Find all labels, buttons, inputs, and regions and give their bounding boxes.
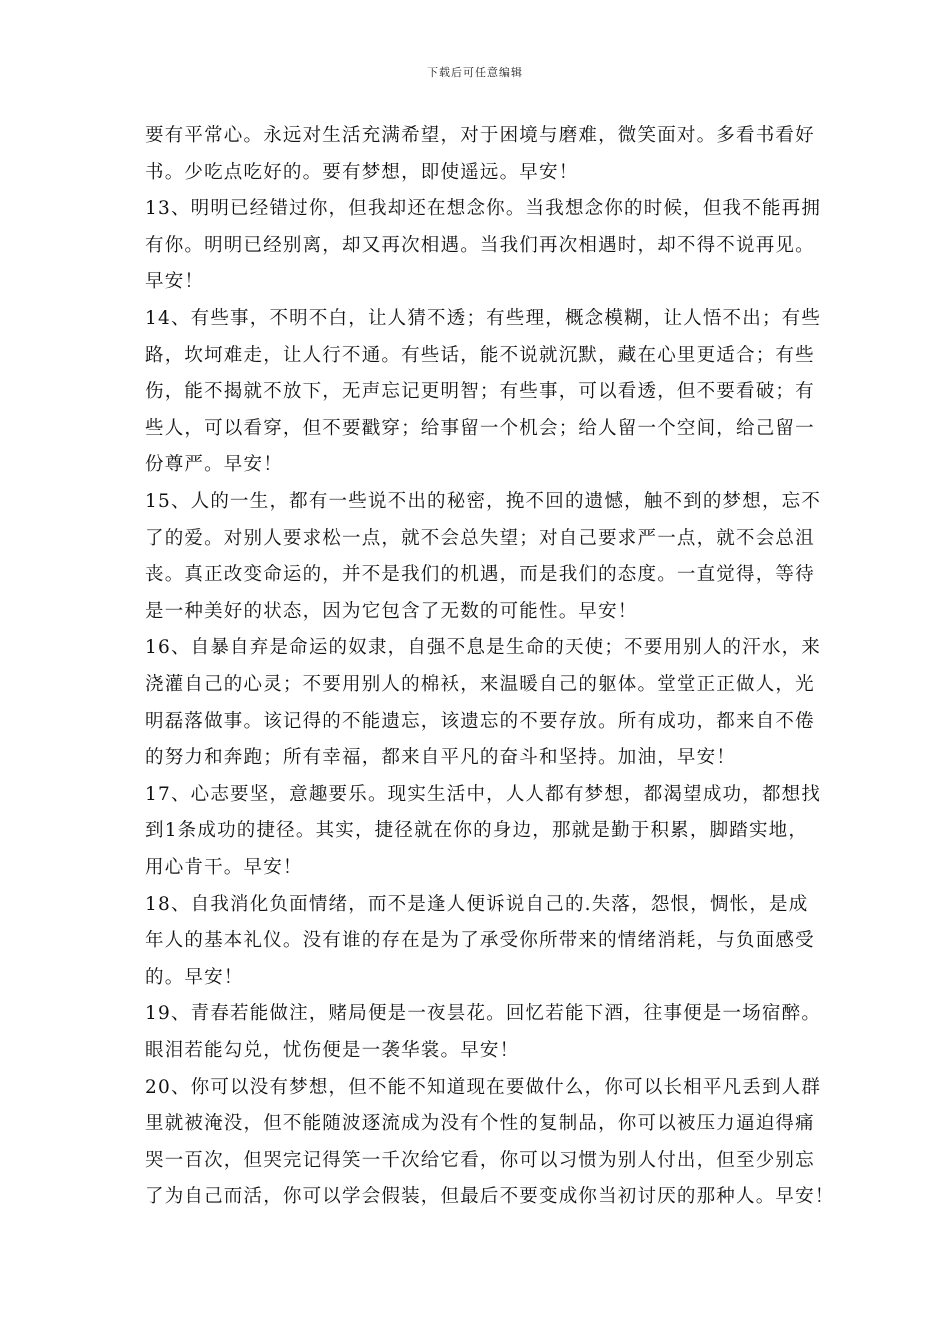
text-line: 些人，可以看穿，但不要戳穿；给事留一个机会；给人留一个空间，给己留一 [145, 417, 815, 439]
text-line: 明磊落做事。该记得的不能遗忘，该遗忘的不要存放。所有成功，都来自不倦 [145, 710, 815, 732]
text-line: 20、你可以没有梦想，但不能不知道现在要做什么，你可以长相平凡丢到人群 [145, 1076, 822, 1098]
text-line: 的努力和奔跑；所有幸福，都来自平凡的奋斗和坚持。加油，早安！ [145, 747, 737, 769]
text-line: 14、有些事，不明不白，让人猜不透；有些理，概念模糊，让人悟不出；有些 [145, 308, 822, 329]
text-line: 18、自我消化负面情绪，而不是逢人便诉说自己的.失落，怨恨，惆怅，是成 [145, 893, 809, 915]
text-line: 浇灌自己的心灵；不要用别人的棉袄，来温暖自己的躯体。堂堂正正做人，光 [145, 674, 815, 695]
text-line: 13、明明已经错过你，但我却还在想念你。当我想念你的时候，但我不能再拥 [145, 198, 822, 220]
page-header: 下载后可任意编辑 [427, 66, 523, 79]
text-line: 有你。明明已经别离，却又再次相遇。当我们再次相遇时，却不得不说再见。 [145, 234, 815, 256]
text-line: 19、青春若能做注，赌局便是一夜昙花。回忆若能下酒，往事便是一场宿醉。 [145, 1003, 822, 1025]
text-line: 17、心志要坚，意趣要乐。现实生活中，人人都有梦想，都渴望成功，都想找 [145, 783, 822, 805]
text-line: 要有平常心。永远对生活充满希望，对于困境与磨难，微笑面对。多看书看好 [145, 125, 815, 146]
text-line: 是一种美好的状态，因为它包含了无数的可能性。早安！ [145, 600, 638, 622]
text-line: 书。少吃点吃好的。要有梦想，即使遥远。早安！ [145, 161, 579, 183]
text-line: 了的爱。对别人要求松一点，就不会总失望；对自己要求严一点，就不会总沮 [145, 527, 815, 549]
text-line: 早安！ [145, 271, 205, 293]
text-line: 15、人的一生，都有一些说不出的秘密，挽不回的遗憾，触不到的梦想，忘不 [145, 491, 822, 512]
text-line: 到1条成功的捷径。其实，捷径就在你的身边，那就是勤于积累，脚踏实地， [145, 820, 809, 842]
text-line: 了为自己而活，你可以学会假装，但最后不要变成你当初讨厌的那种人。早安！ [145, 1186, 835, 1208]
text-line: 年人的基本礼仪。没有谁的存在是为了承受你所带来的情绪消耗，与负面感受 [145, 930, 815, 952]
text-line: 份尊严。早安！ [145, 454, 283, 476]
text-line: 用心肯干。早安！ [145, 857, 303, 878]
text-line: 伤，能不揭就不放下，无声忘记更明智；有些事，可以看透，但不要看破；有 [145, 381, 815, 403]
text-line: 哭一百次，但哭完记得笑一千次给它看，你可以习惯为别人付出，但至少别忘 [145, 1149, 815, 1171]
text-line: 里就被淹没，但不能随波逐流成为没有个性的复制品，你可以被压力逼迫得痛 [145, 1113, 815, 1135]
text-line: 16、自暴自弃是命运的奴隶，自强不息是生命的天使；不要用别人的汗水，来 [145, 637, 822, 659]
text-line: 路，坎坷难走，让人行不通。有些话，能不说就沉默，藏在心里更适合；有些 [145, 344, 815, 366]
text-line: 眼泪若能勾兑，忧伤便是一袭华裳。早安！ [145, 1040, 520, 1061]
text-line: 的。早安！ [145, 966, 244, 988]
text-line: 丧。真正改变命运的，并不是我们的机遇，而是我们的态度。一直觉得，等待 [145, 564, 815, 586]
